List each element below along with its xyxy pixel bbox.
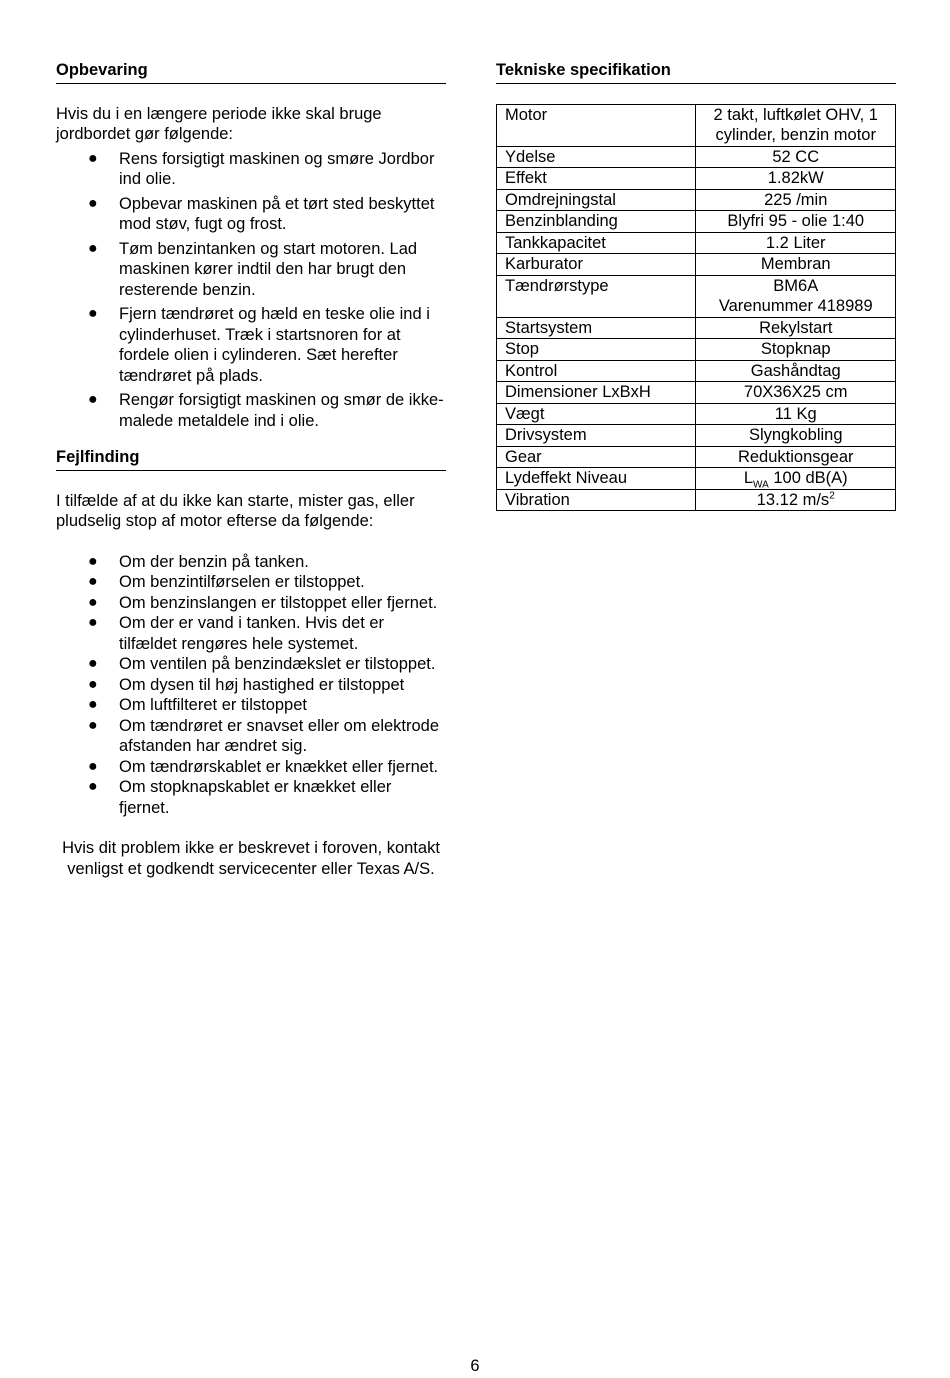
- table-row: Tankkapacitet 1.2 Liter: [497, 232, 896, 254]
- list-item: ● Om luftfilteret er tilstoppet: [88, 696, 307, 714]
- bullet-icon: ●: [88, 305, 98, 322]
- list-item: ● Om benzintilførselen er tilstoppet.: [88, 573, 365, 591]
- table-row: Motor 2 takt, luftkølet OHV, 1 cylinder, benzin motor: [497, 104, 896, 146]
- storage-heading: Opbevaring: [56, 60, 446, 84]
- specs-heading: Tekniske specifikation: [496, 60, 896, 84]
- bullet-icon: ●: [88, 778, 98, 795]
- bullet-icon: ●: [88, 149, 98, 167]
- list-item: ● Tøm benzintanken og start motoren. Lad maskinen kører indtil den har brugt den resterende benzin.: [88, 239, 418, 299]
- table-row: Effekt 1.82kW: [497, 168, 896, 190]
- troubleshooting-heading: Fejlfinding: [56, 447, 446, 471]
- bullet-icon: ●: [88, 593, 98, 611]
- list-item: ● Fjern tændrøret og hæld en teske olie ind i cylinderhuset. Træk i startsnoren for at fordele olien i cylinderen. Sæt herefter tændrøret på plads.: [88, 305, 430, 385]
- right-column: [496, 60, 896, 511]
- troubleshooting-intro: I tilfælde af at du ikke kan starte, mister gas, eller pludselig stop af motor efterse da følgende:: [56, 491, 415, 530]
- table-row: Ydelse 52 CC: [497, 146, 896, 168]
- list-item: ● Om der benzin på tanken.: [88, 552, 309, 571]
- table-row: Kontrol Gashåndtag: [497, 360, 896, 382]
- table-row: Drivsystem Slyngkobling: [497, 425, 896, 447]
- bullet-icon: ●: [88, 757, 98, 775]
- troubleshooting-list: [56, 552, 446, 819]
- bullet-icon: ●: [88, 239, 98, 257]
- list-item: ● Opbevar maskinen på et tørt sted beskyttet mod støv, fugt og frost.: [88, 194, 435, 233]
- bullet-icon: ●: [88, 552, 98, 570]
- bullet-icon: ●: [88, 614, 98, 631]
- list-item: ● Om ventilen på benzindækslet er tilstoppet.: [88, 655, 436, 673]
- list-item: ● Om tændrørskablet er knækket eller fjernet.: [88, 757, 439, 776]
- table-row: Lydeffekt Niveau $L_{WA}$ 100 dB(A): [497, 468, 896, 490]
- table-row: Tændrørstype BM6A Varenummer 418989: [497, 275, 896, 317]
- storage-list: [56, 149, 446, 432]
- table-row: Karburator Membran: [497, 254, 896, 276]
- table-row: Dimensioner LxBxH 70X36X25 cm: [497, 382, 896, 404]
- bullet-icon: ●: [88, 573, 98, 590]
- list-item: ● Om benzinslangen er tilstoppet eller fjernet.: [88, 593, 438, 612]
- list-item: ● Om dysen til høj hastighed er tilstoppet: [88, 675, 405, 694]
- table-row: Benzinblanding Blyfri 95 - olie 1:40: [497, 211, 896, 233]
- bullet-icon: ●: [88, 655, 98, 672]
- list-item: ● Om stopknapskablet er knækket eller fjernet.: [88, 778, 392, 817]
- table-row: Omdrejningstal 225 /min: [497, 189, 896, 211]
- table-row: Vibration 13.12 $m/s^2$: [497, 489, 896, 511]
- table-row: Stop Stopknap: [497, 339, 896, 361]
- table-row: Gear Reduktionsgear: [497, 446, 896, 468]
- bullet-icon: ●: [88, 716, 98, 734]
- list-item: ● Om tændrøret er snavset eller om elektrode afstanden har ændret sig.: [88, 716, 440, 755]
- bullet-icon: ●: [88, 675, 98, 693]
- bullet-icon: ●: [88, 194, 98, 212]
- list-item: ● Om der er vand i tanken. Hvis det er tilfældet rengøres hele systemet.: [88, 614, 385, 653]
- table-row: Vægt 11 Kg: [497, 403, 896, 425]
- list-item: ● Rengør forsigtigt maskinen og smør de ikke-malede metaldele ind i olie.: [88, 391, 444, 430]
- list-item: ● Rens forsigtigt maskinen og smøre Jordbor ind olie.: [88, 149, 435, 188]
- bullet-icon: ●: [88, 696, 98, 713]
- left-column: [56, 60, 446, 879]
- specs-table: [496, 104, 896, 512]
- troubleshooting-closing: Hvis dit problem ikke er beskrevet i foroven, kontakt venligst et godkendt servicecenter eller Texas A/S.: [62, 839, 440, 878]
- page-number: 6: [470, 1357, 480, 1375]
- bullet-icon: ●: [88, 391, 98, 408]
- storage-intro: Hvis du i en længere periode ikke skal bruge jordbordet gør følgende:: [56, 104, 382, 143]
- table-row: Startsystem Rekylstart: [497, 317, 896, 339]
